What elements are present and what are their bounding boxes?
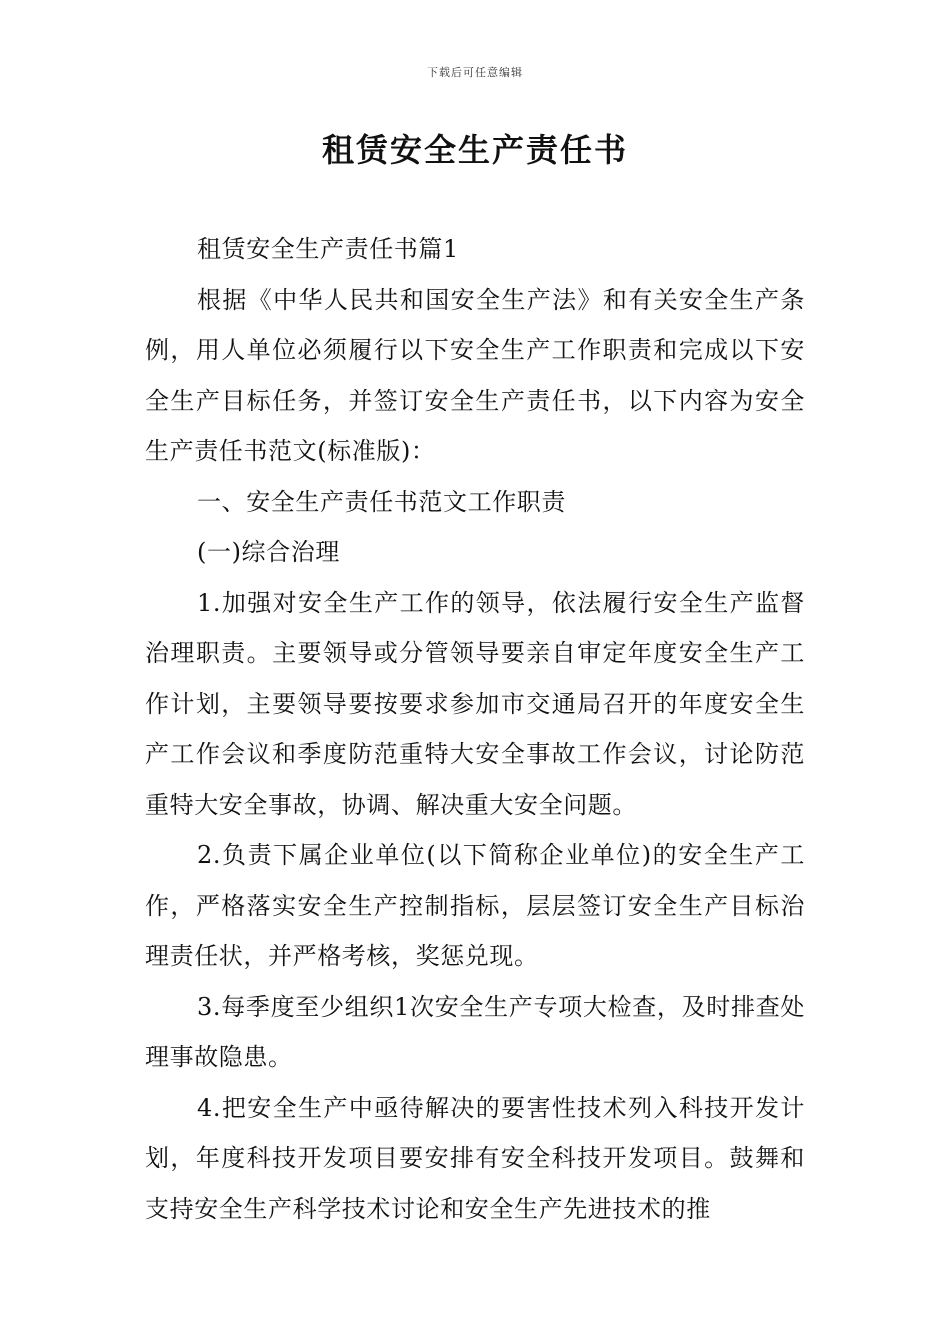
section-heading: 租赁安全生产责任书篇1	[197, 235, 459, 263]
document-body	[145, 224, 805, 1234]
paragraph: 1.加强对安全生产工作的领导，依法履行安全生产监督治理职责。主要领导或分管领导要亲自审定年度安全生产工作计划，主要领导要按要求参加市交通局召开的年度安全生产工作会议和季度防范重特大安全事故工作会议，讨论防范重特大安全事故，协调、解决重大安全问题。	[145, 588, 805, 819]
document-title: 租赁安全生产责任书	[321, 131, 628, 169]
section-heading: 一、安全生产责任书范文工作职责	[197, 487, 566, 516]
header-note: 下载后可任意编辑	[427, 66, 523, 79]
paragraph: 3.每季度至少组织1次安全生产专项大检查，及时排查处理事故隐患。	[145, 992, 805, 1071]
paragraph: 4.把安全生产中亟待解决的要害性技术列入科技开发计划，年度科技开发项目要安排有安全科技开发项目。鼓舞和支持安全生产科学技术讨论和安全生产先进技术的推	[145, 1093, 805, 1223]
paragraph: 根据《中华人民共和国安全生产法》和有关安全生产条例，用人单位必须履行以下安全生产工作职责和完成以下安全生产目标任务，并签订安全生产责任书，以下内容为安全生产责任书范文(标准版)：	[145, 285, 805, 465]
subsection-heading: (一)综合治理	[197, 538, 340, 566]
paragraph: 2.负责下属企业单位(以下简称企业单位)的安全生产工作，严格落实安全生产控制指标，层层签订安全生产目标治理责任状，并严格考核，奖惩兑现。	[145, 841, 805, 970]
